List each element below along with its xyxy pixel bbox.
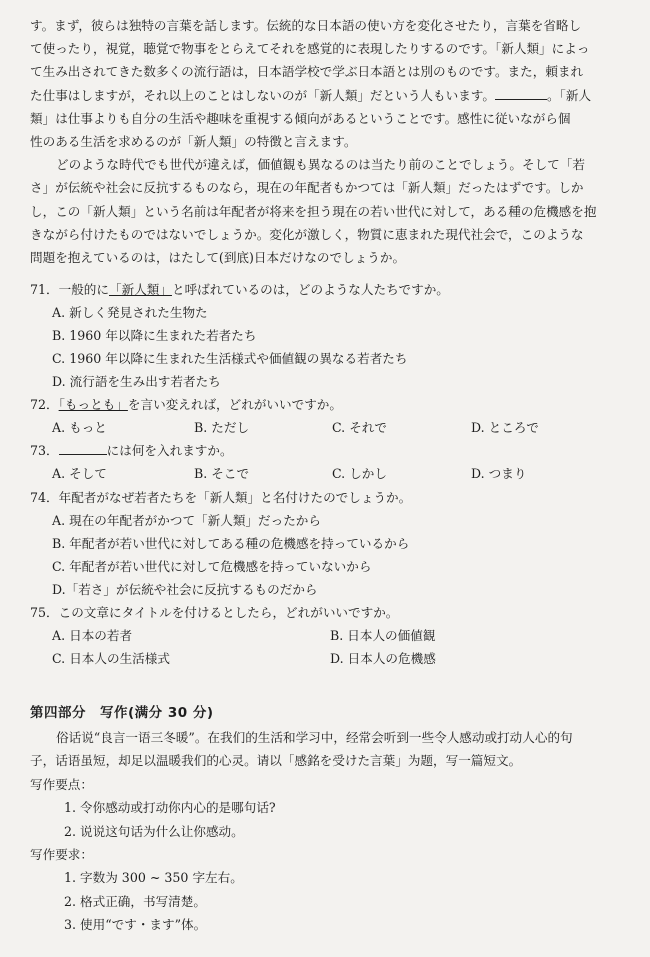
option-c[interactable]: C. 年配者が若い世代に対して危機感を持っていないから	[52, 559, 372, 574]
option-d[interactable]: D. ところで	[471, 420, 539, 435]
option-b[interactable]: B. 年配者が若い世代に対してある種の危機感を持っているから	[52, 536, 410, 551]
question-prefix: 72．	[30, 397, 59, 412]
option-row	[30, 416, 628, 439]
question-suffix: を言い変えれば，どれがいいですか。	[127, 397, 342, 412]
question-74	[30, 486, 628, 601]
option-row	[30, 624, 628, 647]
option-d[interactable]: D.「若さ」が伝統や社会に反抗するものだから	[52, 582, 318, 597]
option-c[interactable]: C. 1960 年以降に生まれた生活様式や価値観の異なる若者たち	[52, 351, 408, 366]
option-d[interactable]: D. 流行語を生み出す若者たち	[52, 374, 221, 389]
question-stem	[30, 393, 628, 416]
option-b[interactable]: B. 日本人の価値観	[330, 628, 436, 643]
question-71	[30, 278, 628, 393]
option-a[interactable]: A. 現在の年配者がかつて「新人類」だったから	[52, 513, 321, 528]
passage-line: し，この「新人類」という名前は年配者が将来を担う現在の若い世代に対して，ある種の危機感を抱	[30, 203, 597, 219]
passage-paragraph-start: どのような時代でも世代が違えば，価値観も異なるのは当たり前のことでしょう。そして「若	[56, 157, 585, 173]
writing-requirements-label: 写作要求：	[30, 846, 93, 862]
question-stem	[30, 439, 628, 462]
writing-intro-line: 子，话语虽短，却足以温暖我们的心灵。请以「感銘を受けた言葉」为题，写一篇短文。	[30, 753, 522, 769]
passage-line: きながら付けたものではないでしょうか。変化が激しく，物質に恵まれた現代社会で，このような	[30, 226, 584, 242]
question-stem	[30, 278, 628, 301]
question-suffix: と呼ばれているのは，どのような人たちですか。	[171, 282, 449, 297]
question-stem: 74．年配者がなぜ若者たちを「新人類」と名付けたのでしょうか。	[30, 490, 412, 505]
question-73	[30, 439, 628, 485]
passage-line: さ」が伝統や社会に反抗するものなら，現在の年配者もかつては「新人類」だったはずです。しか	[30, 180, 584, 196]
section-heading: 第四部分 写作(满分 30 分)	[30, 705, 214, 721]
question-prefix: 71．一般的に	[30, 282, 109, 297]
fill-blank-73	[495, 87, 547, 100]
option-row	[30, 462, 628, 485]
passage-line-with-blank	[30, 84, 628, 107]
writing-section	[30, 726, 630, 937]
option-a[interactable]: A. もっと	[52, 420, 107, 435]
option-d[interactable]: D. つまり	[471, 466, 527, 481]
option-c[interactable]: C. それで	[332, 420, 387, 435]
passage-line-text: た仕事はしますが，それ以上のことはしないのが「新人類」だという人もいます。	[30, 87, 495, 103]
writing-point: 2. 说说这句话为什么让你感动。	[64, 823, 244, 839]
option-a[interactable]: A. 日本の若者	[52, 628, 133, 643]
option-b[interactable]: B. そこで	[194, 466, 250, 481]
underlined-term: 「新人類」	[109, 282, 172, 297]
underlined-term: 「もっとも」	[58, 397, 128, 412]
writing-points-label: 写作要点：	[30, 776, 93, 792]
passage-line: て使ったり，視覚，聴覚で物事をとらえてそれを感覚的に表現したりするのです。「新人類」によっ	[30, 41, 590, 57]
writing-requirement: 1. 字数为 300 ~ 350 字左右。	[64, 870, 243, 886]
writing-point: 1. 令你感动或打动你内心的是哪句话?	[64, 800, 276, 816]
option-b[interactable]: B. 1960 年以降に生まれた若者たち	[52, 328, 257, 343]
question-prefix: 73．	[30, 443, 59, 458]
fill-blank	[59, 442, 107, 455]
passage-line: す。まず，彼らは独特の言葉を話します。伝統的な日本語の使い方を変化させたり，言葉を省略し	[30, 18, 582, 33]
option-c[interactable]: C. 日本人の生活様式	[52, 651, 170, 666]
passage-line: 問題を抱えているのは，はたして(到底)日本だけなのでしょうか。	[30, 249, 406, 265]
option-d[interactable]: D. 日本人の危機感	[330, 651, 436, 666]
passage-line: 性のある生活を求めるのが「新人類」の特徴と言えます。	[30, 133, 357, 149]
option-a[interactable]: A. そして	[52, 466, 107, 481]
option-b[interactable]: B. ただし	[194, 420, 250, 435]
passage-line-tail: 。「新人	[546, 87, 592, 103]
question-72	[30, 393, 628, 439]
writing-intro-line: 俗话说“良言一语三冬暖”。在我们的生活和学习中，经常会听到一些令人感动或打动人心的句	[56, 730, 573, 745]
option-row	[30, 647, 628, 670]
question-75	[30, 601, 628, 670]
passage-line: 類」は仕事よりも自分の生活や趣味を重視する傾向があるということです。感性に従いながら個	[30, 110, 571, 126]
question-stem: 75．この文章にタイトルを付けるとしたら，どれがいいですか。	[30, 605, 399, 620]
writing-requirement: 3. 使用“です・ます”体。	[64, 917, 207, 933]
option-a[interactable]: A. 新しく発見された生物た	[52, 305, 208, 320]
passage-line: て生み出されてきた数多くの流行語は，日本語学校で学ぶ日本語とは別のものです。また，頼まれ	[30, 64, 584, 80]
question-suffix: には何を入れますか。	[106, 443, 233, 458]
reading-passage	[30, 14, 628, 269]
writing-requirement: 2. 格式正确，书写清楚。	[64, 893, 206, 909]
option-c[interactable]: C. しかし	[332, 466, 387, 481]
